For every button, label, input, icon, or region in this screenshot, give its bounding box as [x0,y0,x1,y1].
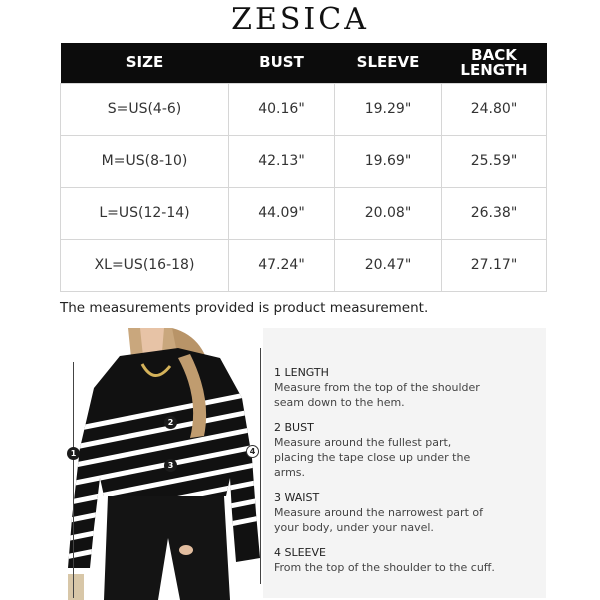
guide-title: 4 SLEEVE [274,546,326,559]
table-header-row [61,43,547,83]
marker-3: 3 [164,459,177,472]
cell-bust: 44.09" [229,187,335,239]
model-photo [60,328,260,600]
length-guide-line [73,362,74,598]
guide-description: Measure around the fullest part, placing the tape close up under the arms. [274,436,471,479]
header-back-length: BACK LENGTH [442,43,547,83]
table-row [61,239,547,291]
measurement-note: The measurements provided is product measurement. [60,300,429,316]
table-row [61,135,547,187]
cell-size: XL=US(16-18) [61,239,229,291]
cell-bust: 40.16" [229,83,335,135]
measurement-guide-panel [263,328,546,598]
guide-description: Measure from the top of the shoulder seam down to the hem. [274,381,480,409]
guide-divider-line [260,348,261,584]
brand-logo: ZESICA [231,2,369,37]
cell-size: S=US(4-6) [61,83,229,135]
model-illustration [60,328,260,600]
guide-item-sleeve [274,546,546,575]
guide-item-length [274,366,546,410]
guide-description: From the top of the shoulder to the cuff. [274,561,495,574]
guide-title: 1 LENGTH [274,366,329,379]
cell-size: M=US(8-10) [61,135,229,187]
cell-bust: 47.24" [229,239,335,291]
guide-item-waist [274,491,546,535]
cell-sleeve: 20.08" [335,187,442,239]
cell-bust: 42.13" [229,135,335,187]
header-size: SIZE [61,43,229,83]
marker-1: 1 [67,447,80,460]
cell-back-length: 25.59" [442,135,547,187]
table-row [61,187,547,239]
cell-sleeve: 20.47" [335,239,442,291]
marker-2: 2 [164,416,177,429]
header-sleeve: SLEEVE [335,43,442,83]
guide-item-bust [274,421,546,480]
guide-title: 2 BUST [274,421,314,434]
marker-4: 4 [246,445,259,458]
guide-title: 3 WAIST [274,491,320,504]
cell-sleeve: 19.29" [335,83,442,135]
cell-size: L=US(12-14) [61,187,229,239]
cell-back-length: 24.80" [442,83,547,135]
header-bust: BUST [229,43,335,83]
size-chart-table [60,43,547,292]
guide-description: Measure around the narrowest part of your body, under your navel. [274,506,483,534]
table-row [61,83,547,135]
cell-back-length: 27.17" [442,239,547,291]
cell-sleeve: 19.69" [335,135,442,187]
cell-back-length: 26.38" [442,187,547,239]
